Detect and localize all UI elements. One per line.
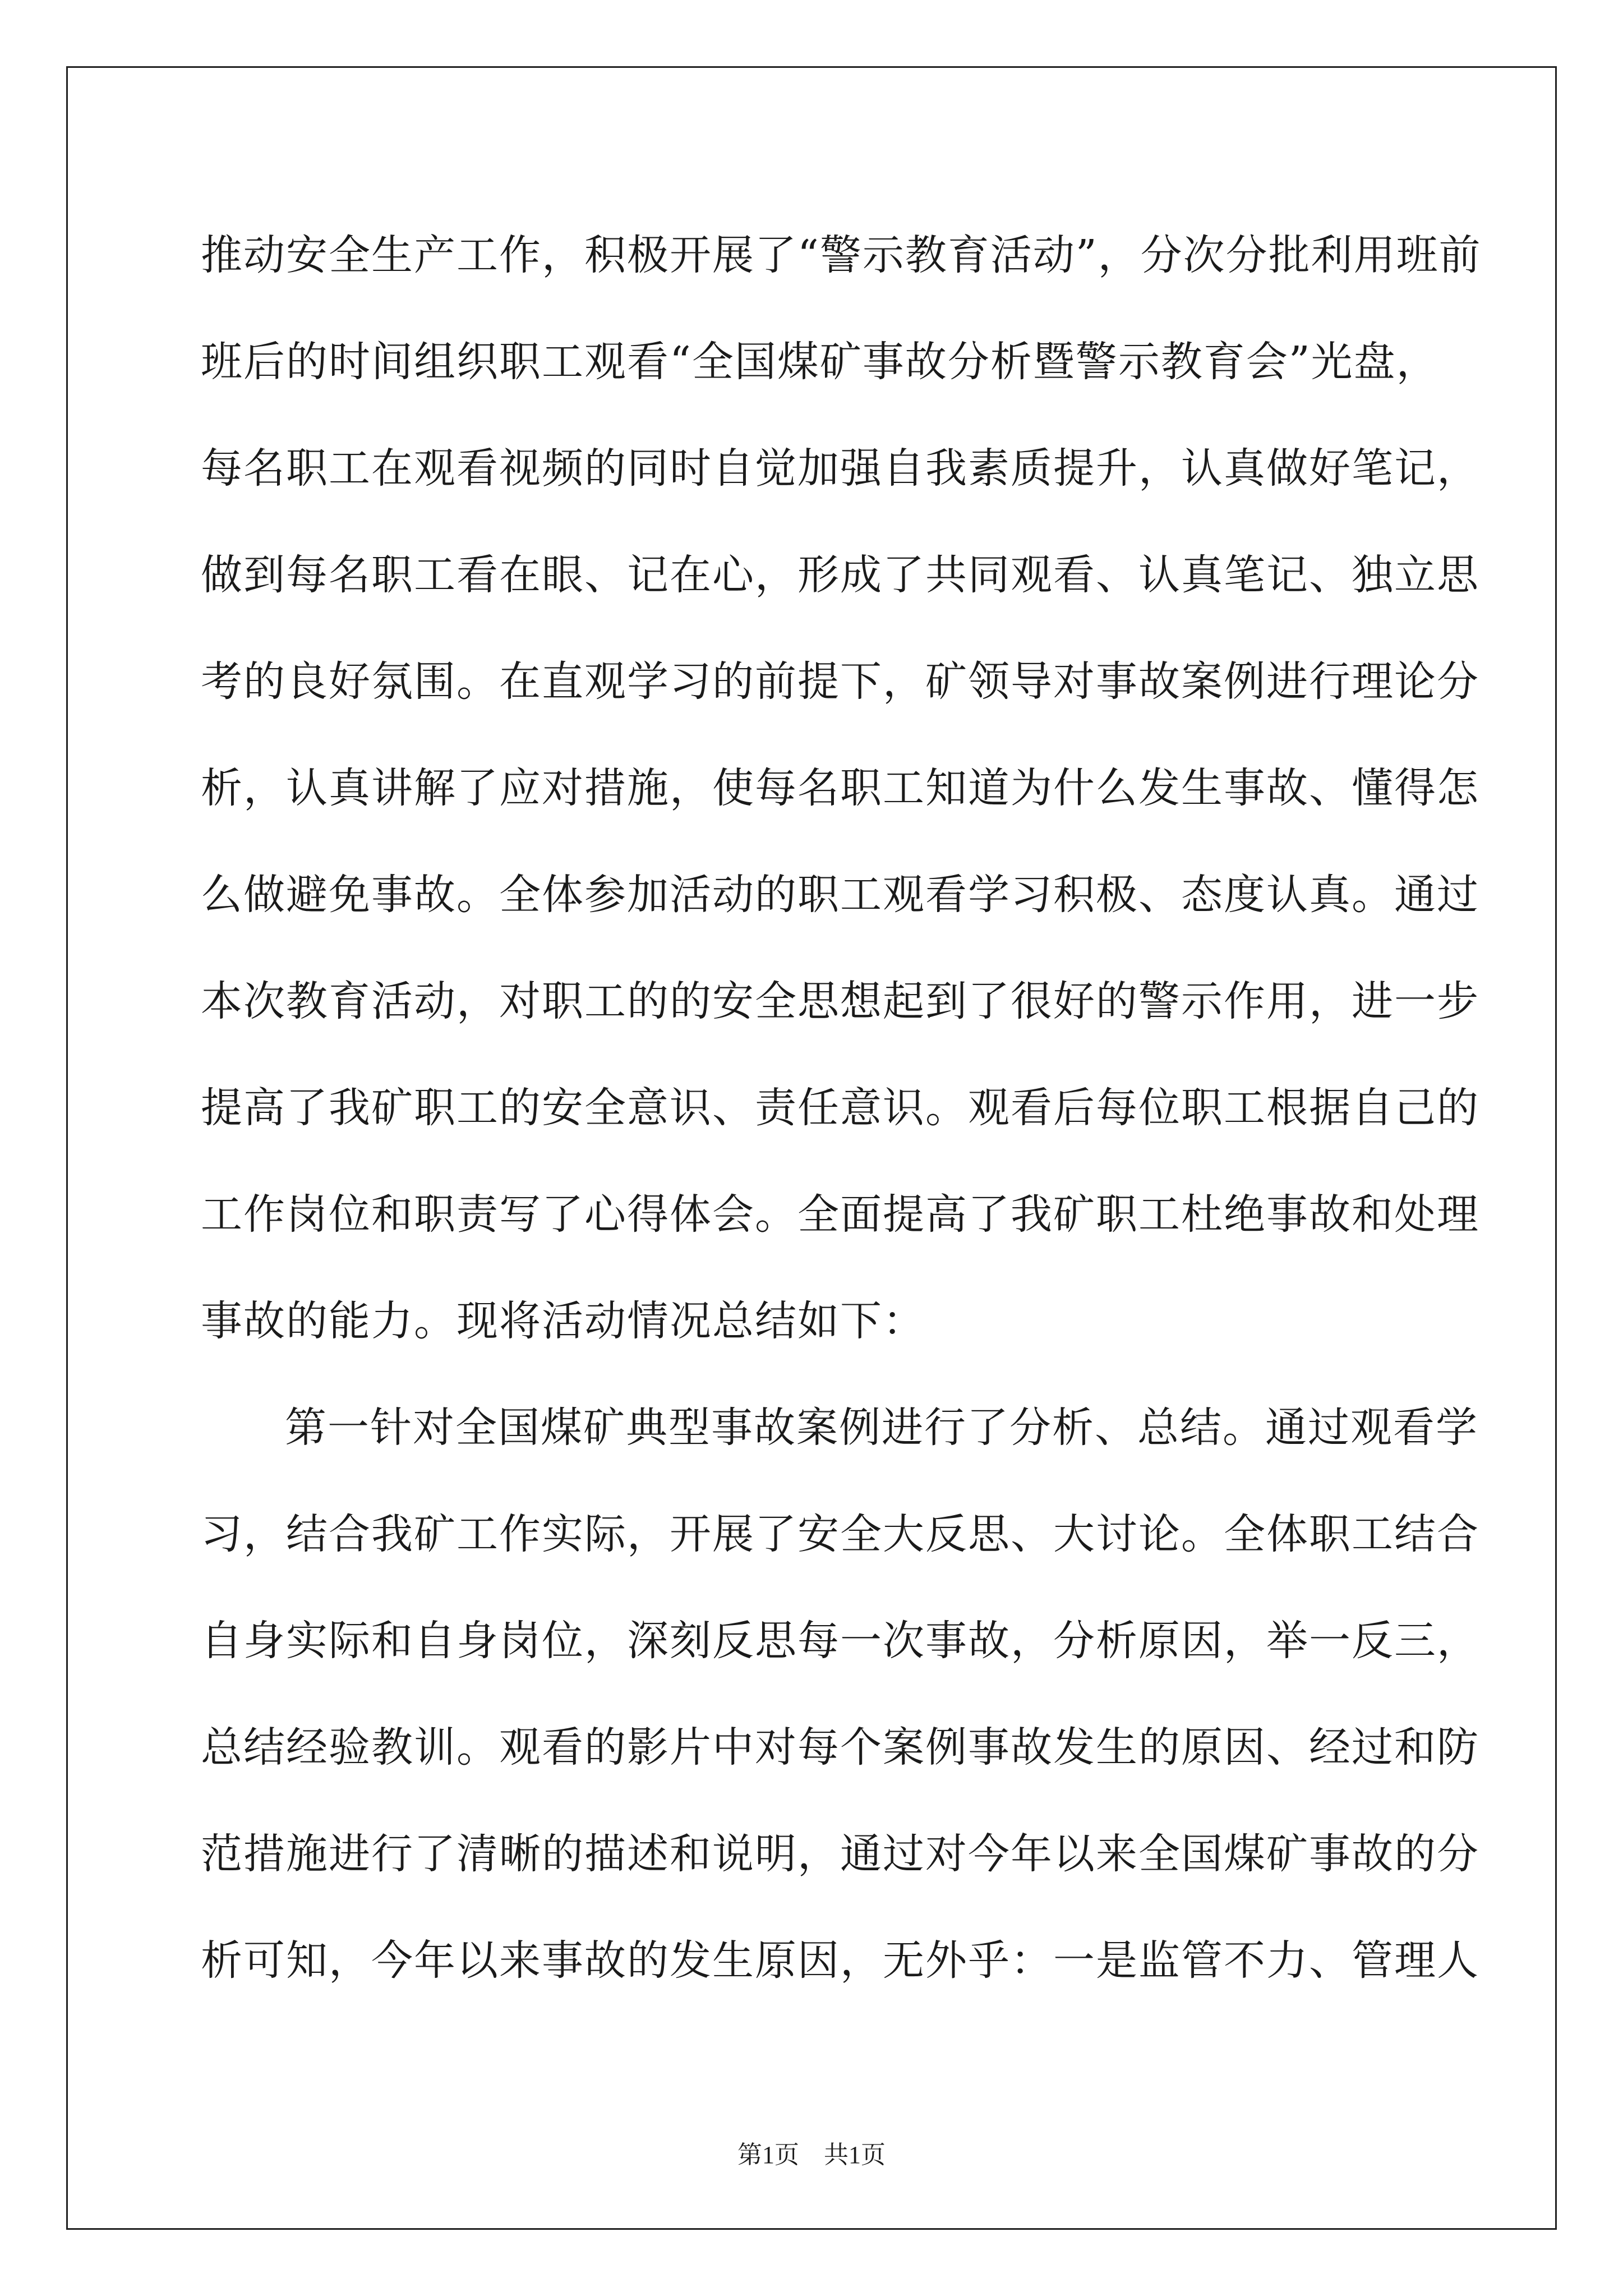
- body-line-10: 工作岗位和职责写了心得体会。全面提高了我矿职工杜绝事故和处理: [201, 1190, 1479, 1239]
- document-body: [201, 202, 1482, 2014]
- body-line-14: 自身实际和自身岗位，深刻反思每一次事故，分析原因，举一反三，: [201, 1617, 1479, 1665]
- body-line-3: 每名职工在观看视频的同时自觉加强自我素质提升，认真做好笔记，: [201, 444, 1479, 493]
- body-line-9: 提高了我矿职工的安全意识、责任意识。观看后每位职工根据自己的: [201, 1084, 1479, 1132]
- body-line-16: 范措施进行了清晰的描述和说明，通过对今年以来全国煤矿事故的分: [201, 1830, 1479, 1878]
- body-line-13: 习，结合我矿工作实际，开展了安全大反思、大讨论。全体职工结合: [201, 1510, 1479, 1558]
- body-line-17: 析可知，今年以来事故的发生原因，无外乎：一是监管不力、管理人: [201, 1936, 1479, 1985]
- body-line-7: 么做避免事故。全体参加活动的职工观看学习积极、态度认真。通过: [201, 871, 1479, 919]
- body-line-4: 做到每名职工看在眼、记在心，形成了共同观看、认真笔记、独立思: [201, 551, 1479, 599]
- body-line-11: 事故的能力。现将活动情况总结如下：: [201, 1297, 925, 1345]
- paragraph-start-line: 第一针对全国煤矿典型事故案例进行了分析、总结。通过观看学: [285, 1404, 1478, 1452]
- body-line-15: 总结经验教训。观看的影片中对每个案例事故发生的原因、经过和防: [201, 1723, 1479, 1772]
- page-number-footer: 第1页 共1页: [737, 2141, 886, 2169]
- body-line-6: 析，认真讲解了应对措施，使每名职工知道为什么发生事故、懂得怎: [201, 764, 1479, 812]
- body-line-1: 推动安全生产工作，积极开展了“警示教育活动”，分次分批利用班前: [201, 231, 1482, 279]
- body-line-2: 班后的时间组织职工观看“全国煤矿事故分析暨警示教育会”光盘，: [201, 338, 1439, 386]
- body-line-5: 考的良好氛围。在直观学习的前提下，矿领导对事故案例进行理论分: [201, 657, 1479, 706]
- body-line-8: 本次教育活动，对职工的的安全思想起到了很好的警示作用，进一步: [201, 977, 1479, 1025]
